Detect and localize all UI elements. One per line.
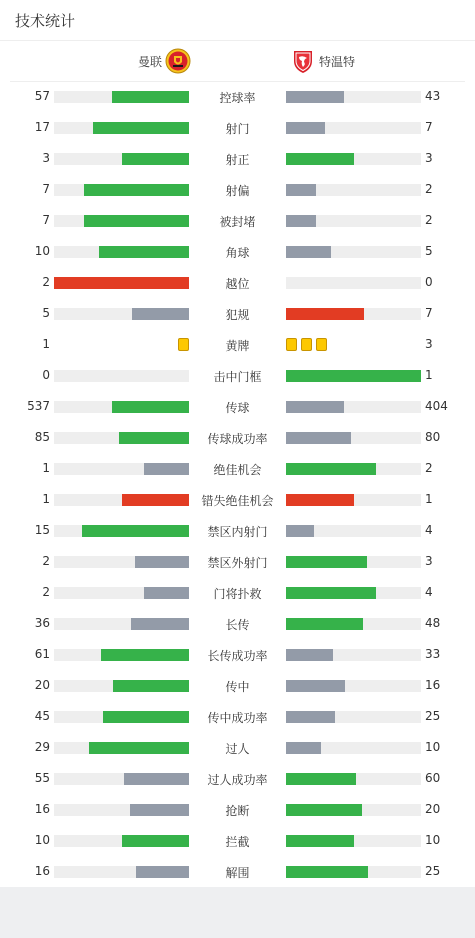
home-stat-bar-fill (131, 618, 189, 630)
home-stat-bar (54, 401, 189, 413)
stat-row (0, 329, 475, 360)
home-stat-value: 5 (42, 306, 50, 320)
stat-row (0, 670, 475, 701)
home-stat-bar (54, 618, 189, 630)
home-cards (174, 338, 189, 352)
stat-label: 黄牌 (225, 339, 250, 353)
away-stat-bar (286, 91, 421, 103)
home-stat-value: 61 (34, 647, 50, 661)
home-stat-bar-fill (132, 308, 189, 320)
home-stat-bar (54, 246, 189, 258)
home-stat-value: 17 (34, 120, 50, 134)
stat-label: 越位 (225, 277, 250, 291)
stat-row (0, 577, 475, 608)
stat-row (0, 360, 475, 391)
away-stat-value: 60 (425, 771, 441, 785)
away-stat-bar (286, 308, 421, 320)
teams-header (10, 41, 465, 82)
home-team-crest-icon (165, 48, 191, 74)
away-stat-value: 2 (425, 213, 433, 227)
home-stat-bar (54, 587, 189, 599)
stat-row (0, 298, 475, 329)
yellow-card-icon (286, 338, 297, 351)
away-stat-bar-fill (286, 401, 344, 413)
stat-label: 射门 (225, 122, 250, 136)
home-stat-value: 7 (42, 213, 50, 227)
stat-label: 被封堵 (219, 215, 256, 229)
away-stat-value: 5 (425, 244, 433, 258)
stat-row (0, 453, 475, 484)
stat-label: 门将扑救 (213, 587, 262, 601)
away-stat-bar (286, 680, 421, 692)
stat-row (0, 763, 475, 794)
away-stat-bar (286, 277, 421, 289)
away-stat-bar-fill (286, 215, 316, 227)
home-stat-bar (54, 649, 189, 661)
away-stat-bar-fill (286, 308, 364, 320)
stat-row (0, 112, 475, 143)
stat-row (0, 639, 475, 670)
home-stat-value: 2 (42, 585, 50, 599)
away-stat-bar-fill (286, 494, 354, 506)
away-stat-bar (286, 246, 421, 258)
home-stat-bar (54, 742, 189, 754)
away-stat-bar (286, 494, 421, 506)
home-stat-bar (54, 91, 189, 103)
away-stat-value: 48 (425, 616, 441, 630)
away-stat-value: 0 (425, 275, 433, 289)
home-stat-bar-fill (144, 587, 189, 599)
stat-row (0, 732, 475, 763)
away-stat-value: 2 (425, 461, 433, 475)
stat-row (0, 143, 475, 174)
away-stat-bar-fill (286, 742, 321, 754)
away-stat-bar-fill (286, 866, 368, 878)
away-stat-bar (286, 153, 421, 165)
home-stat-bar (54, 494, 189, 506)
home-stat-bar-fill (135, 556, 189, 568)
away-stat-bar-fill (286, 91, 344, 103)
away-stat-bar (286, 835, 421, 847)
away-stat-value: 80 (425, 430, 441, 444)
home-stat-value: 36 (34, 616, 50, 630)
home-stat-bar-fill (130, 804, 189, 816)
home-stat-bar (54, 184, 189, 196)
home-stat-bar-fill (144, 463, 189, 475)
stat-row (0, 236, 475, 267)
home-stat-bar-fill (122, 153, 190, 165)
home-stat-bar (54, 556, 189, 568)
home-stat-bar (54, 463, 189, 475)
stat-label: 传球成功率 (207, 432, 268, 446)
away-stat-value: 25 (425, 709, 441, 723)
away-stat-bar (286, 215, 421, 227)
stat-row (0, 856, 475, 887)
away-stat-value: 16 (425, 678, 441, 692)
away-stat-bar (286, 401, 421, 413)
home-stat-bar-fill (122, 494, 190, 506)
away-stat-bar (286, 463, 421, 475)
stat-label: 传球 (225, 401, 250, 415)
away-stat-bar (286, 711, 421, 723)
away-stat-value: 43 (425, 89, 441, 103)
away-stat-value: 25 (425, 864, 441, 878)
stat-label: 拦截 (225, 835, 250, 849)
away-stat-value: 10 (425, 833, 441, 847)
stat-row (0, 267, 475, 298)
home-stat-bar (54, 153, 189, 165)
home-stat-bar-fill (84, 184, 189, 196)
away-stat-bar (286, 525, 421, 537)
away-stat-bar-fill (286, 711, 335, 723)
away-stat-bar (286, 618, 421, 630)
stat-label: 错失绝佳机会 (201, 494, 274, 508)
home-stat-bar (54, 680, 189, 692)
home-stat-bar (54, 215, 189, 227)
stat-label: 长传 (225, 618, 250, 632)
stat-label: 过人 (225, 742, 250, 756)
home-stat-bar (54, 525, 189, 537)
away-stat-bar-fill (286, 649, 333, 661)
home-stat-bar-fill (101, 649, 189, 661)
away-stat-bar-fill (286, 432, 351, 444)
away-stat-bar (286, 773, 421, 785)
home-stat-value: 10 (34, 244, 50, 258)
stat-label: 过人成功率 (207, 773, 268, 787)
yellow-card-icon (301, 338, 312, 351)
stat-label: 禁区外射门 (207, 556, 268, 570)
stat-label: 解围 (225, 866, 250, 880)
away-stat-bar-fill (286, 618, 363, 630)
away-stat-value: 20 (425, 802, 441, 816)
away-stat-value: 404 (425, 399, 448, 413)
home-stat-value: 29 (34, 740, 50, 754)
home-stat-bar-fill (113, 680, 189, 692)
home-stat-bar-fill (54, 277, 189, 289)
away-stat-bar-fill (286, 463, 376, 475)
stats-list (0, 81, 475, 887)
home-stat-bar-fill (122, 835, 190, 847)
stat-label: 击中门框 (213, 370, 262, 384)
home-stat-bar-fill (84, 215, 189, 227)
stat-label: 射正 (225, 153, 250, 167)
away-stat-bar (286, 742, 421, 754)
home-stat-bar-fill (112, 401, 189, 413)
stat-row (0, 391, 475, 422)
away-stat-bar-fill (286, 246, 331, 258)
stat-label: 射偏 (225, 184, 250, 198)
home-stat-value: 2 (42, 554, 50, 568)
home-stat-bar (54, 370, 189, 382)
home-stat-bar-fill (93, 122, 189, 134)
away-stat-bar (286, 804, 421, 816)
home-stat-value: 20 (34, 678, 50, 692)
away-stat-bar-fill (286, 525, 314, 537)
stat-row (0, 484, 475, 515)
stat-row (0, 422, 475, 453)
home-stat-bar-fill (124, 773, 189, 785)
away-stat-value: 3 (425, 151, 433, 165)
home-stat-bar (54, 308, 189, 320)
away-stat-value: 2 (425, 182, 433, 196)
home-stat-value: 10 (34, 833, 50, 847)
stat-label: 传中 (225, 680, 250, 694)
away-stat-value: 7 (425, 120, 433, 134)
stat-label: 控球率 (219, 91, 256, 105)
home-stat-bar (54, 432, 189, 444)
home-stat-value: 55 (34, 771, 50, 785)
away-stat-bar-fill (286, 556, 367, 568)
home-stat-bar (54, 277, 189, 289)
home-stat-bar-fill (82, 525, 189, 537)
home-stat-bar-fill (136, 866, 189, 878)
home-stat-bar (54, 804, 189, 816)
home-stat-bar (54, 866, 189, 878)
away-stat-bar (286, 370, 421, 382)
home-stat-value: 16 (34, 864, 50, 878)
away-stat-value: 33 (425, 647, 441, 661)
stat-label: 绝佳机会 (213, 463, 262, 477)
home-stat-bar (54, 711, 189, 723)
away-stat-value: 1 (425, 492, 433, 506)
away-stat-value: 7 (425, 306, 433, 320)
away-stat-bar (286, 122, 421, 134)
home-stat-value: 2 (42, 275, 50, 289)
home-stat-bar-fill (89, 742, 189, 754)
home-stat-bar-fill (99, 246, 189, 258)
home-stat-value: 57 (34, 89, 50, 103)
stat-label: 长传成功率 (207, 649, 268, 663)
home-stat-bar (54, 773, 189, 785)
stat-label: 禁区内射门 (207, 525, 268, 539)
away-stat-bar-fill (286, 835, 354, 847)
away-stat-bar-fill (286, 122, 325, 134)
home-stat-bar-fill (119, 432, 189, 444)
away-stat-bar-fill (286, 773, 356, 785)
away-stat-bar (286, 649, 421, 661)
yellow-card-icon (316, 338, 327, 351)
home-stat-value: 3 (42, 151, 50, 165)
home-stat-value: 1 (42, 337, 50, 351)
away-stat-value: 10 (425, 740, 441, 754)
away-stat-bar-fill (286, 153, 354, 165)
stat-row (0, 81, 475, 112)
away-stat-bar-fill (286, 184, 316, 196)
stat-label: 角球 (225, 246, 250, 260)
home-stat-value: 16 (34, 802, 50, 816)
stat-row (0, 701, 475, 732)
home-stat-value: 0 (42, 368, 50, 382)
stat-row (0, 205, 475, 236)
away-cards (286, 338, 331, 352)
stat-row (0, 794, 475, 825)
away-stat-value: 4 (425, 585, 433, 599)
stat-row (0, 174, 475, 205)
stat-label: 抢断 (225, 804, 250, 818)
title-bar (0, 0, 475, 41)
stat-row (0, 546, 475, 577)
away-stat-bar (286, 184, 421, 196)
away-stat-value: 4 (425, 523, 433, 537)
home-stat-value: 1 (42, 492, 50, 506)
home-stat-bar-fill (112, 91, 189, 103)
away-stat-bar (286, 866, 421, 878)
away-team-name: 特温特 (319, 55, 356, 69)
home-stat-value: 537 (27, 399, 50, 413)
stat-row (0, 608, 475, 639)
home-stat-value: 1 (42, 461, 50, 475)
stat-label: 传中成功率 (207, 711, 268, 725)
away-stat-bar-fill (286, 370, 421, 382)
away-stat-bar (286, 432, 421, 444)
home-stat-value: 7 (42, 182, 50, 196)
away-stat-bar-fill (286, 804, 362, 816)
away-stat-value: 3 (425, 554, 433, 568)
home-stat-bar (54, 835, 189, 847)
home-team-name: 曼联 (137, 55, 162, 69)
away-stat-value: 3 (425, 337, 433, 351)
home-stat-bar-fill (103, 711, 189, 723)
stat-label: 犯规 (225, 308, 250, 322)
home-stat-value: 45 (34, 709, 50, 723)
away-stat-bar-fill (286, 680, 345, 692)
home-stat-bar (54, 122, 189, 134)
home-stat-value: 15 (34, 523, 50, 537)
away-stat-value: 1 (425, 368, 433, 382)
away-stat-bar-fill (286, 587, 376, 599)
yellow-card-icon (178, 338, 189, 351)
away-team-crest-icon (290, 48, 316, 74)
away-stat-bar (286, 556, 421, 568)
home-stat-value: 85 (34, 430, 50, 444)
stat-row (0, 825, 475, 856)
page-title: 技术统计 (15, 12, 76, 30)
stat-row (0, 515, 475, 546)
away-stat-bar (286, 587, 421, 599)
